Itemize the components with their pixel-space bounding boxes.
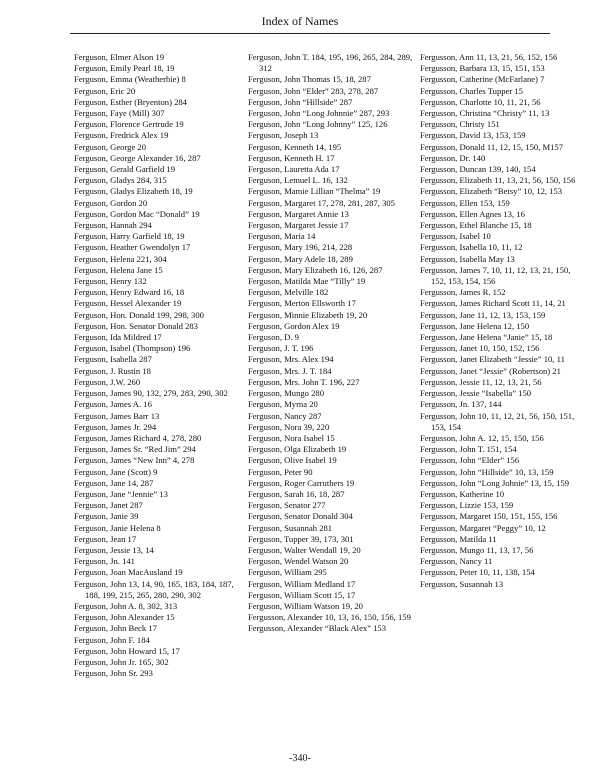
index-entry: Fergusson, Dr. 140	[420, 152, 486, 163]
index-entry: Ferguson, John “Long Johnnie” 287, 293	[248, 108, 390, 119]
index-entry: Ferguson, Mamie Lillian “Thelma” 19	[248, 186, 381, 197]
index-entry: Ferguson, John Sr. 293	[74, 668, 153, 679]
index-column-2	[248, 52, 413, 635]
index-entry: Ferguson, Susannah 281	[248, 522, 333, 533]
index-entry: Ferguson, D. 9	[248, 332, 299, 343]
index-entry: Ferguson, Mrs. John T. 196, 227	[248, 376, 360, 387]
index-entry: Ferguson, Olive Isabel 19	[248, 455, 337, 466]
index-entry: Fergusson, Catherine (McFarlane) 7	[420, 74, 545, 85]
index-entry: Fergusson, Elizabeth 11, 13, 21, 56, 150, 156	[420, 175, 576, 186]
index-entry: Ferguson, Helena 221, 304	[74, 253, 167, 264]
index-entry: Ferguson, J. T. 196	[248, 343, 314, 354]
index-entry: Fergusson, Lizzie 153, 159	[420, 500, 514, 511]
index-entry: Fergusson, Duncan 139, 140, 154	[420, 164, 536, 175]
index-entry: Ferguson, Lemuel L. 16, 132	[248, 175, 348, 186]
index-entry: Ferguson, James “New Inn” 4, 278	[74, 455, 195, 466]
index-entry: Ferguson, Ida Mildred 17	[74, 332, 162, 343]
index-entry: Ferguson, George Alexander 16, 287	[74, 152, 201, 163]
index-entry: Fergusson, Jessie 11, 12, 13, 21, 56	[420, 376, 542, 387]
index-entry: Ferguson, Nora 39, 220	[248, 421, 330, 432]
index-entry: Ferguson, Margaret Jessie 17	[248, 220, 349, 231]
index-column-3	[420, 52, 585, 590]
index-entry: Ferguson, James Sr. “Red Jim” 294	[74, 444, 196, 455]
index-entry: Ferguson, William Watson 19, 20	[248, 600, 363, 611]
index-entry: Fergusson, Matilda 11	[420, 533, 497, 544]
index-entry: Ferguson, Mungo 280	[248, 388, 324, 399]
index-entry: Fergusson, Katherine 10	[420, 488, 505, 499]
index-entry: Ferguson, John A. 8, 302, 313	[74, 600, 178, 611]
index-entry: Ferguson, Minnie Elizabeth 19, 20	[248, 309, 368, 320]
index-entry: Ferguson, Jn. 141	[74, 556, 135, 567]
index-entry: Ferguson, Jane 14, 287	[74, 477, 154, 488]
index-entry: Ferguson, Mrs. J. T. 184	[248, 365, 332, 376]
index-entry: Ferguson, Elmer Alson 19	[74, 52, 165, 62]
index-entry: Ferguson, Faye (Mill) 307	[74, 108, 165, 119]
index-entry: Ferguson, Hon. Donald 199, 298, 300	[74, 309, 204, 320]
index-entry: Ferguson, Nancy 287	[248, 410, 322, 421]
header-rule	[70, 33, 550, 34]
index-entry: Ferguson, Isabella 287	[74, 354, 152, 365]
index-entry: Ferguson, Gordon 20	[74, 197, 148, 208]
index-entry: Ferguson, John Howard 15, 17	[74, 645, 180, 656]
index-entry: Fergusson, Charlotte 10, 11, 21, 56	[420, 96, 541, 107]
index-entry: Ferguson, John Alexander 15	[74, 612, 175, 623]
index-entry: Ferguson, Harry Garfield 18, 19	[74, 231, 185, 242]
index-entry: Fergusson, James 7, 10, 11, 12, 13, 21, 150, 152, 153, 154, 156	[420, 264, 571, 287]
index-entry: Ferguson, Walter Wendall 19, 20	[248, 544, 361, 555]
index-entry: Ferguson, John Thomas 15, 18, 287	[248, 74, 371, 85]
index-entry: Fergusson, Charles Tupper 15	[420, 85, 523, 96]
index-entry: Ferguson, Janet 287	[74, 500, 143, 511]
index-entry: Ferguson, Jane (Scott) 9	[74, 466, 158, 477]
index-entry: Fergusson, James Richard Scott 11, 14, 21	[420, 298, 566, 309]
index-entry: Ferguson, Maria 14	[248, 231, 316, 242]
index-entry: Ferguson, Hessel Alexander 19	[74, 298, 182, 309]
index-entry: Fergusson, Isabella 10, 11, 12	[420, 242, 523, 253]
page-header: Index of Names	[261, 14, 339, 28]
index-entry: Ferguson, John 13, 14, 90, 165, 183, 184, 187, 188, 199, 215, 265, 280, 290, 302	[74, 578, 234, 600]
index-entry: Ferguson, Gordon Alex 19	[248, 320, 340, 331]
index-entry: Ferguson, Senator Donald 304	[248, 511, 353, 522]
index-entry: Ferguson, John Beck 17	[74, 623, 157, 634]
index-entry: Fergusson, Alexander 10, 13, 16, 150, 156, 159	[248, 612, 411, 623]
index-entry: Ferguson, Jessie 13, 14	[74, 544, 154, 555]
index-entry: Ferguson, Wendel Watson 20	[248, 556, 349, 567]
index-entry: Ferguson, Fredrick Alex 19	[74, 130, 169, 141]
index-entry: Fergusson, Ethel Blanche 15, 18	[420, 220, 532, 231]
index-entry: Ferguson, Gladys Elizabeth 18, 19	[74, 186, 193, 197]
index-entry: Fergusson, David 13, 153, 159	[420, 130, 526, 141]
index-entry: Fergusson, Jessie “Isabella” 150	[420, 388, 532, 399]
index-entry: Ferguson, John “Elder” 283, 278, 287	[248, 85, 379, 96]
index-entry: Ferguson, Henry Edward 16, 18	[74, 287, 185, 298]
index-entry: Fergusson, John T. 151, 154	[420, 444, 517, 455]
index-entry: Ferguson, Esther (Bryenton) 284	[74, 96, 187, 107]
index-entry: Ferguson, Hannah 294	[74, 220, 152, 231]
index-entry: Fergusson, John “Hillside” 10, 13, 159	[420, 466, 554, 477]
index-entry: Fergusson, Janet “Jessie” (Robertson) 21	[420, 365, 561, 376]
index-entry: Ferguson, John F. 184	[74, 634, 150, 645]
index-entry: Ferguson, Joan MacAusland 19	[74, 567, 183, 578]
index-entry: Ferguson, Tupper 39, 173, 301	[248, 533, 354, 544]
index-entry: Ferguson, Gordon Mac “Donald” 19	[74, 208, 200, 219]
index-entry: Ferguson, Merton Ellsworth 17	[248, 298, 356, 309]
index-entry: Fergusson, John 10, 11, 12, 21, 56, 150, 151, 153, 154	[420, 410, 575, 432]
index-entry: Ferguson, Emily Pearl 18, 19	[74, 63, 175, 74]
index-entry: Ferguson, William 295	[248, 567, 327, 578]
index-entry: Fergusson, Janet Elizabeth “Jessie” 10, 11	[420, 354, 565, 365]
index-entry: Ferguson, J. Rustin 18	[74, 365, 151, 376]
index-entry: Fergusson, Alexander “Black Alex” 153	[248, 623, 387, 634]
index-entry: Ferguson, Henry 132	[74, 276, 147, 287]
index-entry: Ferguson, Isabel (Thompson) 196	[74, 343, 191, 354]
index-entry: Ferguson, William Scott 15, 17	[248, 589, 356, 600]
index-entry: Fergusson, Margaret 150, 151, 155, 156	[420, 511, 558, 522]
index-entry: Ferguson, Olga Elizabeth 19	[248, 444, 347, 455]
index-entry: Ferguson, Matilda Mae “Tilly” 19	[248, 276, 366, 287]
index-entry: Ferguson, Joseph 13	[248, 130, 319, 141]
index-entry: Ferguson, Janie Helena 8	[74, 522, 161, 533]
index-entry: Ferguson, Mary 196, 214, 228	[248, 242, 353, 253]
index-entry: Ferguson, Helena Jane 15	[74, 264, 163, 275]
index-entry: Ferguson, George 20	[74, 141, 147, 152]
index-entry: Fergusson, Margaret “Peggy” 10, 12	[420, 522, 546, 533]
index-entry: Ferguson, Margaret Annie 13	[248, 208, 349, 219]
index-entry: Ferguson, Margaret 17, 278, 281, 287, 305	[248, 197, 395, 208]
index-entry: Ferguson, Florence Gertrude 19	[74, 119, 184, 130]
index-entry: Fergusson, Susannah 13	[420, 578, 504, 589]
index-entry: Fergusson, Ellen 153, 159	[420, 197, 510, 208]
index-entry: Ferguson, Kenneth 14, 195	[248, 141, 342, 152]
index-entry: Ferguson, Gerald Garfield 19	[74, 164, 176, 175]
index-entry: Ferguson, Mary Elizabeth 16, 126, 287	[248, 264, 383, 275]
index-entry: Fergusson, Janet 10, 150, 152, 156	[420, 343, 540, 354]
index-column-1	[74, 52, 234, 679]
page-number: -340-	[289, 753, 311, 764]
index-entry: Ferguson, Jean 17	[74, 533, 137, 544]
index-entry: Fergusson, Jn. 137, 144	[420, 399, 502, 410]
index-entry: Ferguson, Gladys 284, 315	[74, 175, 167, 186]
index-entry: Fergusson, Christy 151	[420, 119, 500, 130]
index-entry: Ferguson, Eric 20	[74, 85, 136, 96]
index-entry: Ferguson, Kenneth H. 17	[248, 152, 335, 163]
index-entry: Ferguson, Melville 182	[248, 287, 329, 298]
index-entry: Ferguson, Emma (Weatherbie) 8	[74, 74, 186, 85]
index-entry: Fergusson, Donald 11, 12, 15, 150, M157	[420, 141, 563, 152]
index-entry: Ferguson, James 90, 132, 279, 283, 290, 302	[74, 388, 228, 399]
index-entry: Fergusson, Ann 11, 13, 21, 56, 152, 156	[420, 52, 558, 62]
index-entry: Fergusson, Jane 11, 12, 13, 153, 159	[420, 309, 546, 320]
index-entry: Ferguson, Hon. Senator Donald 283	[74, 320, 198, 331]
index-entry: Ferguson, Mary Adele 18, 289	[248, 253, 353, 264]
index-entry: Fergusson, John “Long Johnie” 13, 15, 159	[420, 477, 570, 488]
index-entry: Fergusson, Mungo 11, 13, 17, 56	[420, 544, 534, 555]
index-entry: Ferguson, Peter 90	[248, 466, 313, 477]
index-entry: Ferguson, James Jr. 294	[74, 421, 157, 432]
index-entry: Ferguson, Sarah 16, 18, 287	[248, 488, 345, 499]
index-entry: Ferguson, James Barr 13	[74, 410, 160, 421]
index-entry: Fergusson, Barbara 13, 15, 151, 153	[420, 63, 545, 74]
index-entry: Ferguson, Nora Isabel 15	[248, 432, 335, 443]
index-entry: Fergusson, Isabel 10	[420, 231, 491, 242]
index-entry: Fergusson, Christina “Christy” 11, 13	[420, 108, 550, 119]
index-entry: Fergusson, Elizabeth “Betsy” 10, 12, 153	[420, 186, 563, 197]
index-entry: Ferguson, Myrna 20	[248, 399, 318, 410]
index-entry: Ferguson, James A. 16	[74, 399, 152, 410]
index-entry: Fergusson, Isabella May 13	[420, 253, 515, 264]
index-entry: Fergusson, John A. 12, 15, 150, 156	[420, 432, 544, 443]
index-entry: Ferguson, Lauretta Ada 17	[248, 164, 340, 175]
index-entry: Ferguson, William Medland 17	[248, 578, 356, 589]
index-entry: Fergusson, James R. 152	[420, 287, 506, 298]
index-entry: Ferguson, Mrs. Alex 194	[248, 354, 334, 365]
index-entry: Fergusson, Nancy 11	[420, 556, 493, 567]
index-entry: Ferguson, Janie 39	[74, 511, 139, 522]
index-entry: Fergusson, John “Elder” 156	[420, 455, 520, 466]
index-entry: Ferguson, James Richard 4, 278, 280	[74, 432, 202, 443]
index-entry: Ferguson, Senator 277	[248, 500, 326, 511]
index-entry: Ferguson, John Jr. 165, 302	[74, 656, 169, 667]
index-entry: Ferguson, Jane “Jennie” 13	[74, 488, 168, 499]
index-entry: Fergusson, Jane Helena “Janie” 15, 18	[420, 332, 553, 343]
index-entry: Fergusson, Jane Helena 12, 150	[420, 320, 530, 331]
index-entry: Ferguson, J.W. 260	[74, 376, 141, 387]
index-entry: Ferguson, John “Long Johnny” 125, 126	[248, 119, 388, 130]
index-entry: Ferguson, John “Hillside” 287	[248, 96, 353, 107]
index-entry: Fergusson, Ellen Agnes 13, 16	[420, 208, 525, 219]
index-entry: Ferguson, John T. 184, 195, 196, 265, 284, 289, 312	[248, 52, 413, 74]
index-entry: Ferguson, Roger Carruthers 19	[248, 477, 355, 488]
index-entry: Ferguson, Heather Gwendolyn 17	[74, 242, 191, 253]
index-entry: Fergusson, Peter 10, 11, 138, 154	[420, 567, 535, 578]
